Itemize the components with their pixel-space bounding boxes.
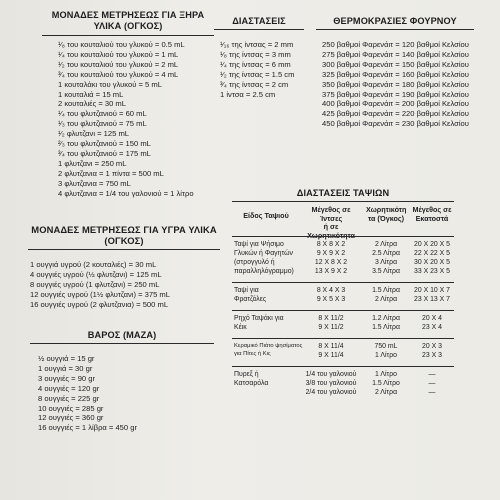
pan-type-cell xyxy=(234,286,298,304)
pan-inches-cell xyxy=(302,342,360,360)
pan-inches-cell-line: 9 X 9 X 2 xyxy=(316,250,346,257)
dry-measure-item: ¹⁄₈ του κουταλιού του γλυκού = 0.5 mL xyxy=(58,40,185,49)
pan-volume-cell xyxy=(366,314,406,332)
pan-volume-cell-line: 1.2 Λίτρα xyxy=(372,315,400,322)
dimensions-list xyxy=(214,40,304,99)
oven-temperatures-section xyxy=(316,16,474,129)
weight-section xyxy=(30,330,214,433)
liquid-measure-item: 1 ουγγιά υγρού (2 κουταλιές) = 30 mL xyxy=(30,260,157,269)
header-pan-type: Είδος Ταψιού xyxy=(243,211,289,220)
pan-table-row xyxy=(232,236,454,282)
pan-type-cell-line: Κέικ xyxy=(234,324,247,331)
oven-temperature-item: 425 βαθμοί Φαρενάιτ = 220 βαθμοί Κελσίου xyxy=(322,109,469,119)
pan-inches-cell xyxy=(302,370,360,397)
liquid-title-rule xyxy=(28,249,220,250)
pan-inches-cell-line: 9 X 5 X 3 xyxy=(316,296,346,303)
pan-volume-cell-line: 2 Λίτρα xyxy=(374,241,398,248)
dry-measures-title xyxy=(42,10,214,32)
dry-measure-item: 2 κουταλιές = 30 mL xyxy=(58,99,126,109)
oven-temperatures-list xyxy=(316,40,474,129)
pan-type-cell xyxy=(234,370,298,388)
pan-volume-cell-line: 3 Λίτρα xyxy=(374,259,398,266)
weight-item: ½ ουγγιά = 15 gr xyxy=(38,354,95,363)
pan-cm-cell-line: 23 X 13 X 7 xyxy=(413,296,450,303)
liquid-measure-item: 16 ουγγιές υγρού (2 φλυτζανια) = 500 mL xyxy=(30,299,169,309)
pan-cm-cell-line: 22 X 22 X 5 xyxy=(413,250,450,257)
dry-measure-item: 2 φλυτζανια = 1 πίντα = 500 mL xyxy=(58,168,164,178)
pan-cm-cell-line: 33 X 23 X 5 xyxy=(413,268,450,275)
oven-temperature-item: 450 βαθμοί Φαρενάιτ = 230 βαθμοί Κελσίου xyxy=(322,119,469,129)
pan-inches-cell-line: 9 X 11/4 xyxy=(318,352,344,359)
pan-type-cell-line: Φρατζόλες xyxy=(234,296,267,303)
pan-type-cell-line: Γλυκών ή Φαγητών xyxy=(234,250,293,257)
pan-volume-cell xyxy=(366,342,406,360)
header-inches-line1: Μέγεθος σε Ίντσες xyxy=(311,205,351,223)
pan-table-row xyxy=(232,282,454,310)
weight-list xyxy=(30,354,214,433)
header-volume xyxy=(366,206,406,223)
pan-inches-cell-line: 8 X 11/2 xyxy=(318,315,344,322)
pan-inches-cell-line: 1/4 του γαλονιού xyxy=(305,371,357,378)
dimensions-title-rule xyxy=(214,29,304,30)
liquid-measure-item: 4 ουγγιές υγρού (½ φλυτζανι) = 125 mL xyxy=(30,269,162,279)
pan-volume-cell-line: 1.5 Λίτρο xyxy=(372,380,400,387)
dimension-item: ¹⁄₈ της ίντσας = 3 mm xyxy=(220,49,291,59)
pan-volume-cell xyxy=(366,370,406,397)
dry-measure-item: ²⁄₃ του φλυτζανιού = 150 mL xyxy=(58,139,151,149)
dimensions-section xyxy=(214,16,304,99)
dry-measures-list xyxy=(42,40,214,199)
pan-type-cell-line: (στρογγυλό ή xyxy=(234,259,275,266)
liquid-measure-item: 12 ουγγιές υγρού (1½ φλυτζανι) = 375 mL xyxy=(30,289,170,299)
pan-table-header xyxy=(232,202,454,240)
pan-volume-cell xyxy=(366,240,406,276)
dimension-item: ³⁄₄ της ίντσας = 2 cm xyxy=(220,79,289,89)
pan-volume-cell-line: 750 mL xyxy=(374,343,398,350)
liquid-measures-section xyxy=(28,224,220,310)
liquid-measure-item: 8 ουγγιές υγρού (1 φλυτζανι) = 250 mL xyxy=(30,279,160,289)
dry-measure-item: 3 φλυτζανια = 750 mL xyxy=(58,178,131,188)
pan-cm-cell xyxy=(410,286,454,304)
pan-type-cell-line: Ρηχό Ταψάκι για xyxy=(234,315,284,322)
pan-inches-cell xyxy=(302,240,360,276)
pan-cm-cell xyxy=(410,342,454,360)
pan-table-row xyxy=(232,310,454,338)
dry-measure-item: ¹⁄₄ του φλυτζανιού = 60 mL xyxy=(58,109,147,119)
pan-table-row xyxy=(232,338,454,366)
pan-cm-cell-line: 20 X 3 xyxy=(422,343,442,350)
pan-type-cell-line: Ταψί για xyxy=(234,287,259,294)
pan-volume-cell-line: 2 Λίτρα xyxy=(374,389,398,396)
dimensions-title: ΔΙΑΣΤΑΣΕΙΣ xyxy=(232,16,286,26)
header-inches-line2: ή σε Χωρητικότητα xyxy=(307,222,355,240)
pan-volume-cell-line: 2 Λίτρα xyxy=(374,296,398,303)
dry-measure-item: ¹⁄₂ του κουταλιού του γλυκού = 2 mL xyxy=(58,59,179,69)
pan-cm-cell xyxy=(410,370,454,397)
pan-volume-cell-line: 1.5 Λίτρα xyxy=(372,287,400,294)
pan-type-cell-line: Πυρεξ ή xyxy=(234,371,259,378)
weight-item: 1 ουγγιά = 30 gr xyxy=(38,363,93,373)
pan-dimensions-table xyxy=(232,188,454,403)
header-volume-line1: Χωρητικότη xyxy=(366,205,407,214)
weight-item: 16 ουγγιές = 1 λίβρα = 450 gr xyxy=(38,423,137,433)
liquid-measures-list xyxy=(28,260,220,310)
weight-item: 10 ουγγιές = 285 gr xyxy=(38,403,104,413)
pan-cm-cell-line: 20 X 10 X 7 xyxy=(413,287,450,294)
pan-volume-cell-line: 1.5 Λίτρα xyxy=(372,324,400,331)
pan-cm-cell xyxy=(410,240,454,276)
pan-volume-cell-line: 3.5 Λίτρα xyxy=(372,268,400,275)
dry-measure-item: 4 φλυτζανια = 1/4 του γαλονιού = 1 λίτρο xyxy=(58,188,194,198)
pan-type-cell xyxy=(234,314,298,332)
pan-inches-cell-line: 12 X 8 X 2 xyxy=(314,259,348,266)
pan-cm-cell-line: 23 X 3 xyxy=(422,352,442,359)
oven-title-rule xyxy=(316,29,474,30)
pan-type-cell-line: Κεραμικό Πιάτο ψησίματος xyxy=(234,343,303,349)
weight-item: 12 ουγγιές = 360 gr xyxy=(38,413,104,423)
pan-cm-cell-line: — xyxy=(428,380,436,387)
oven-temperature-item: 275 βαθμοί Φαρενάιτ = 140 βαθμοί Κελσίου xyxy=(322,49,469,59)
dry-title-rule xyxy=(42,35,214,36)
header-cm-line2: Εκατοστά xyxy=(415,213,449,223)
pan-inches-cell-line: 8 X 8 X 2 xyxy=(316,241,346,248)
dry-measure-item: 1 φλυτζανι = 250 mL xyxy=(58,158,127,168)
pan-cm-cell-line: 20 X 20 X 5 xyxy=(413,241,450,248)
dry-measure-item: ¹⁄₄ του κουταλιού του γλυκού = 1 mL xyxy=(58,49,179,59)
dimension-item: ¹⁄₂ της ίντσας = 1.5 cm xyxy=(220,69,295,79)
liquid-title-line1: ΜΟΝΑΔΕΣ ΜΕΤΡΗΣΕΩΣ ΓΙΑ ΥΓΡΑ ΥΛΙΚΑ xyxy=(31,224,217,235)
pan-inches-cell-line: 13 X 9 X 2 xyxy=(314,268,348,275)
header-volume-line2: τα (Όγκος) xyxy=(367,213,405,223)
dry-measure-item: ³⁄₄ του φλυτζανιού = 175 mL xyxy=(58,148,151,158)
oven-temperature-item: 300 βαθμοί Φαρενάιτ = 150 βαθμοί Κελσίου xyxy=(322,59,469,69)
dry-title-line2: ΥΛΙΚΑ (ΟΓΚΟΣ) xyxy=(93,21,163,31)
oven-temperature-item: 400 βαθμοί Φαρενάιτ = 200 βαθμοί Κελσίου xyxy=(322,99,469,109)
dry-measure-item: 1 κουταλιά = 15 mL xyxy=(58,89,124,99)
dimension-item: 1 ίντσα = 2.5 cm xyxy=(220,89,276,99)
dry-title-line1: ΜΟΝΑΔΕΣ ΜΕΤΡΗΣΕΩΣ ΓΙΑ ΞΗΡΑ xyxy=(51,10,205,20)
pan-cm-cell-line: — xyxy=(428,371,436,378)
pan-inches-cell-line: 8 X 11/4 xyxy=(318,343,344,350)
header-cm-line1: Μέγεθος σε xyxy=(412,205,452,214)
pan-volume-cell-line: 1 Λίτρο xyxy=(375,352,397,359)
weight-item: 4 ουγγιές = 120 gr xyxy=(38,383,100,393)
pan-inches-cell-line: 8 X 4 X 3 xyxy=(316,287,346,294)
weight-title-rule xyxy=(30,343,214,344)
pan-table-body xyxy=(232,236,454,403)
pan-inches-cell-line: 2/4 του γαλονιού xyxy=(305,389,357,396)
pan-volume-cell-line: 1 Λίτρο xyxy=(375,371,397,378)
dry-measure-item: ¹⁄₃ του φλυτζανιού = 75 mL xyxy=(58,119,147,129)
liquid-title-line2: (ΟΓΚΟΣ) xyxy=(104,235,144,246)
oven-temperature-item: 375 βαθμοί Φαρενάιτ = 190 βαθμοί Κελσίου xyxy=(322,89,469,99)
dry-measure-item: ³⁄₄ του κουταλιού του γλυκού = 4 mL xyxy=(58,69,179,79)
weight-item: 8 ουγγιές = 225 gr xyxy=(38,393,100,403)
header-cm xyxy=(410,206,454,223)
pan-table-row xyxy=(232,366,454,403)
weight-title: ΒΑΡΟΣ (ΜΑΖΑ) xyxy=(87,330,157,340)
pan-inches-cell xyxy=(302,286,360,304)
weight-item: 3 ουγγιές = 90 gr xyxy=(38,373,95,383)
pan-cm-cell-line: 23 X 4 xyxy=(422,324,442,331)
pan-dimensions-title: ΔΙΑΣΤΑΣΕΙΣ ΤΑΨΙΩΝ xyxy=(296,188,390,198)
oven-temperature-item: 250 βαθμοί Φαρενάιτ = 120 βαθμοί Κελσίου xyxy=(322,40,469,49)
oven-temperatures-title: ΘΕΡΜΟΚΡΑΣΙΕΣ ΦΟΥΡΝΟΥ xyxy=(333,16,457,26)
pan-cm-cell-line: — xyxy=(428,389,436,396)
pan-type-cell xyxy=(234,342,303,358)
pan-cm-cell-line: 30 X 20 X 5 xyxy=(413,259,450,266)
pan-inches-cell-line: 3/8 του γαλονιού xyxy=(305,380,357,387)
pan-inches-cell xyxy=(302,314,360,332)
dimension-item: ¹⁄₄ της ίντσας = 6 mm xyxy=(220,59,291,69)
pan-volume-cell xyxy=(366,286,406,304)
pan-volume-cell-line: 2.5 Λίτρα xyxy=(372,250,400,257)
dry-measure-item: ¹⁄₂ φλυτζανι = 125 mL xyxy=(58,129,129,139)
oven-temperature-item: 350 βαθμοί Φαρενάιτ = 180 βαθμοί Κελσίου xyxy=(322,79,469,89)
dry-measure-item: 1 κουταλάκι του γλυκού = 5 mL xyxy=(58,79,162,89)
liquid-measures-title xyxy=(28,224,220,246)
pan-inches-cell-line: 9 X 11/2 xyxy=(318,324,344,331)
dimension-item: ¹⁄₁₆ της ίντσας = 2 mm xyxy=(220,40,294,49)
dry-measures-section xyxy=(42,10,214,199)
pan-type-cell-line: Ταψί για Ψήσιμο xyxy=(234,241,284,248)
pan-type-cell-line: παραλληλόγραμμο) xyxy=(234,268,294,275)
oven-temperature-item: 325 βαθμοί Φαρενάιτ = 160 βαθμοί Κελσίου xyxy=(322,69,469,79)
pan-cm-cell-line: 20 X 4 xyxy=(422,315,442,322)
pan-type-cell-line: για Πίτες ή Κις xyxy=(234,351,271,357)
pan-cm-cell xyxy=(410,314,454,332)
pan-type-cell xyxy=(234,240,298,276)
pan-type-cell-line: Κατσαρόλα xyxy=(234,380,269,387)
